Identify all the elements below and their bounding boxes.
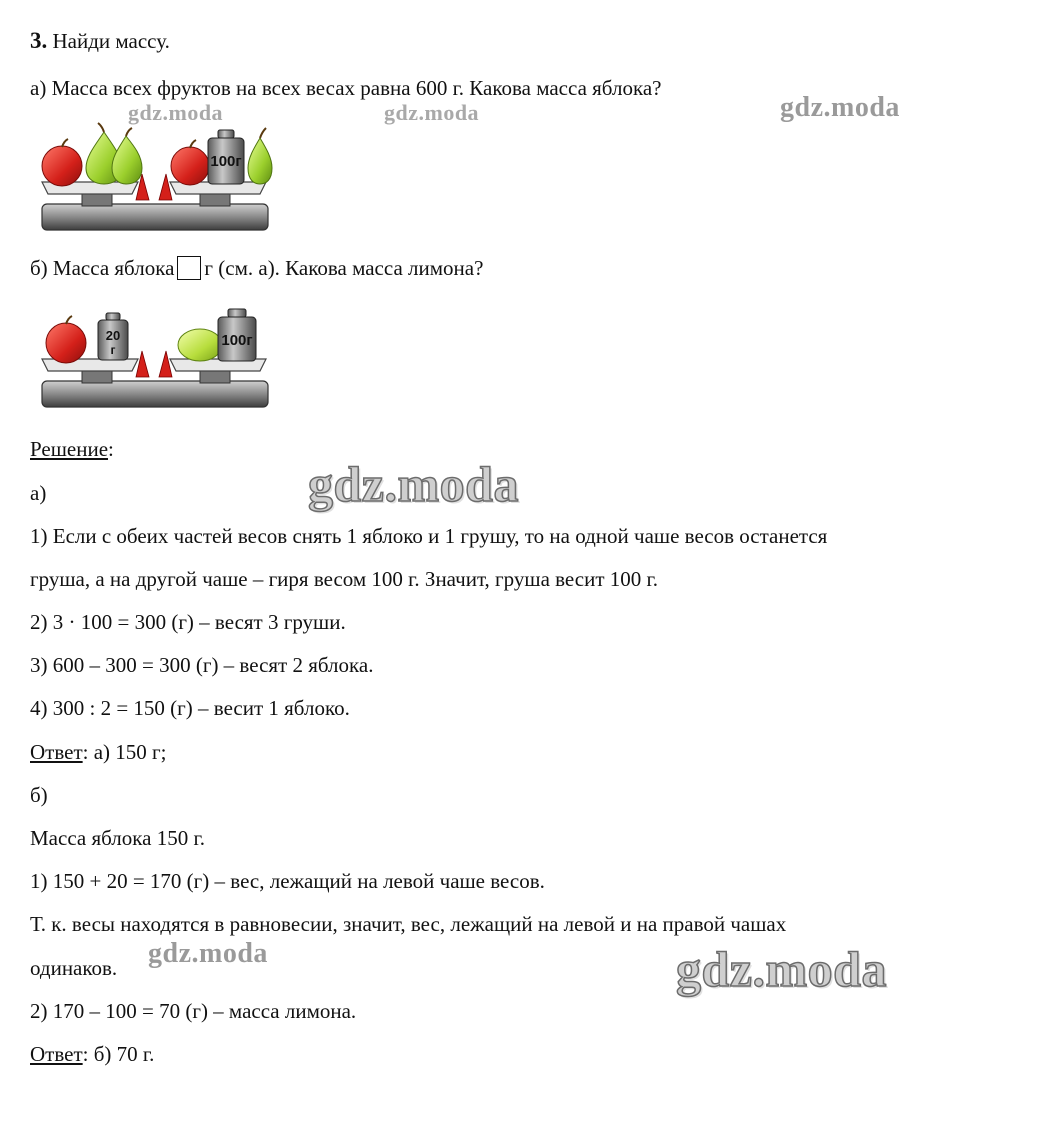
solution-heading-word: Решение [30,437,109,461]
task-part-a: а) Масса всех фруктов на всех весах равна 600 г. Какова масса яблока? [30,76,662,100]
solution-a-step4: 4) 300 : 2 = 150 (г) – весит 1 яблоко. [30,696,350,720]
solution-a-step3: 3) 600 – 300 = 300 (г) – весят 2 яблока. [30,653,374,677]
weight-100-label-b: 100г [221,332,253,349]
scale-b-illustration [38,305,278,411]
solution-b-answer [30,1041,154,1067]
answer-b-value: : б) 70 г. [82,1042,155,1066]
solution-heading [30,436,114,462]
part-b-text-before: б) Масса яблока [30,256,175,280]
solution-b-note-line2: одинаков. [30,956,118,980]
task-title: Найди массу. [52,29,170,53]
solution-b-label: б) [30,783,48,807]
watermark-1: gdz.moda [128,100,224,125]
watermark-4: gdz.moda [308,456,519,512]
weight-20-label-top: 20 [105,328,121,343]
task-title-line [30,28,170,54]
solution-b-step2: 2) 170 – 100 = 70 (г) – масса лимона. [30,999,357,1023]
answer-a-value: : а) 150 г; [82,740,167,764]
solution-a-step1-line2: груша, а на другой чаше – гиря весом 100 г. Значит, груша весит 100 г. [30,567,659,591]
weight-20-label-bottom: г [110,343,116,357]
watermark-2: gdz.moda [384,100,480,125]
solution-a-answer [30,739,167,765]
answer-word-a: Ответ [30,740,83,764]
answer-word-b: Ответ [30,1042,83,1066]
watermark-5: gdz.moda [148,938,268,969]
solution-a-step2: 2) 3 · 100 = 300 (г) – весят 3 груши. [30,610,346,634]
watermark-6: gdz.moda [676,941,887,997]
solution-a-step1-line1: 1) Если с обеих частей весов снять 1 яблоко и 1 грушу, то на одной чаше весов останется [30,524,828,548]
solution-b-step1: 1) 150 + 20 = 170 (г) – вес, лежащий на левой чаше весов. [30,869,545,893]
weight-100-label-a: 100г [210,153,242,170]
scale-a-illustration [38,122,278,234]
solution-heading-colon: : [108,437,114,461]
solution-a-label: а) [30,481,47,505]
task-part-b [30,255,483,281]
answer-box[interactable] [177,256,201,280]
part-b-text-after: г (см. а). Какова масса лимона? [204,256,484,280]
solution-b-intro: Масса яблока 150 г. [30,826,205,850]
task-number: 3. [30,28,48,53]
solution-b-note-line1: Т. к. весы находятся в равновесии, значит, вес, лежащий на левой и на правой чашах [30,912,787,936]
watermark-3: gdz.moda [780,92,900,123]
